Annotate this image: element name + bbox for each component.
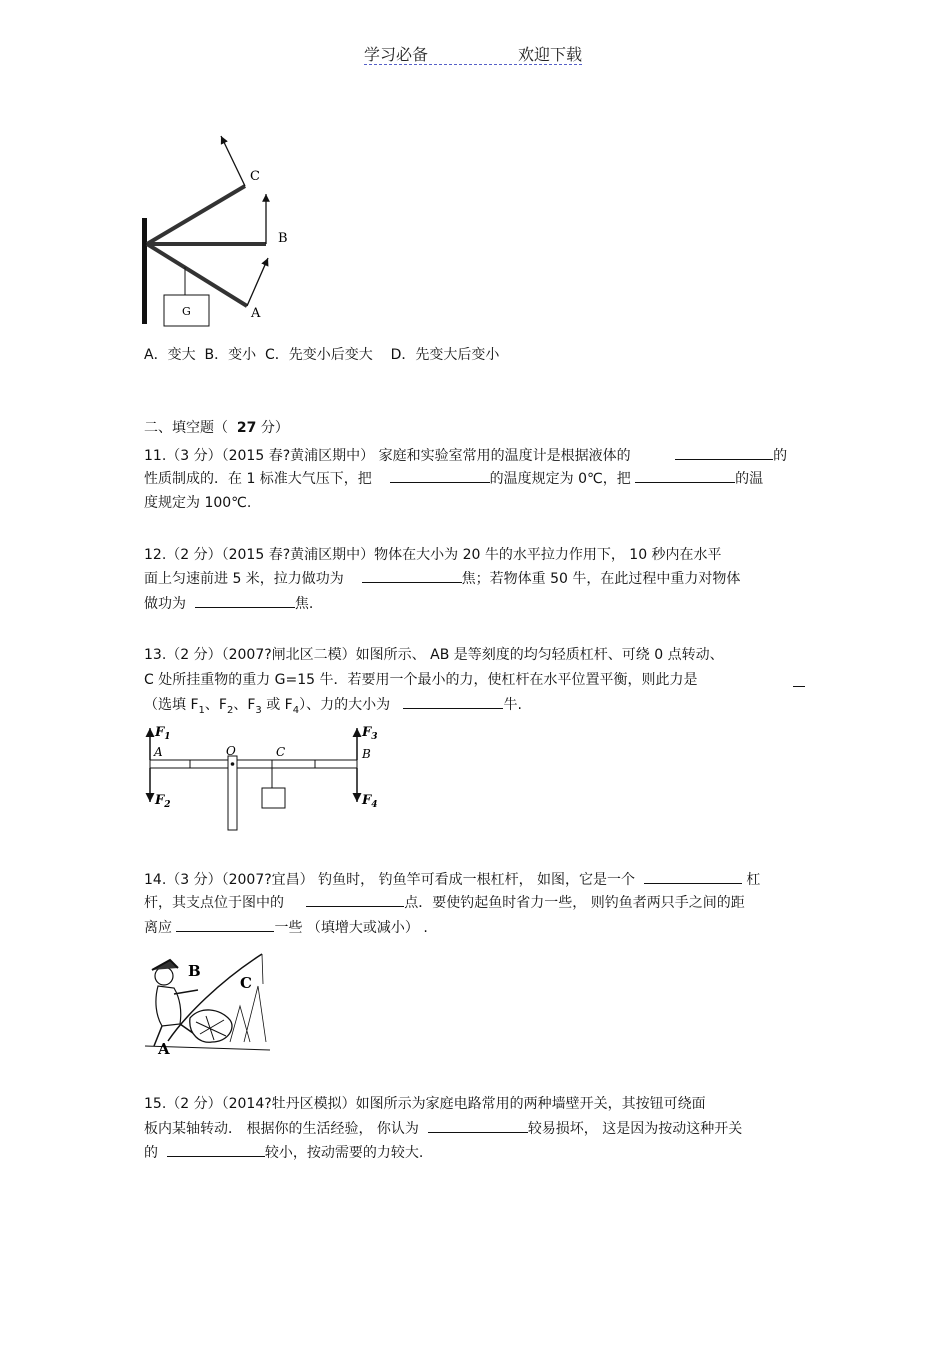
- q14-line2: [144, 892, 745, 913]
- q12-text-2a: 面上匀速前进 5 米，拉力做功为: [144, 571, 344, 587]
- q12-blank-2[interactable]: [195, 593, 295, 608]
- q13-sub-1: 1: [198, 704, 205, 716]
- basket: [190, 1010, 232, 1042]
- label-a: A: [251, 306, 261, 321]
- lever-bar: [150, 760, 357, 768]
- label-f3: $F_3$: [362, 725, 378, 742]
- label-c: C: [240, 974, 252, 992]
- q15-line1: 15.（2 分）（2014?牡丹区模拟）如图所示为家庭电路常用的两种墙壁开关，其按钮可绕面: [144, 1096, 706, 1112]
- q11-line2: [144, 468, 763, 489]
- q13-blank-2[interactable]: [403, 694, 503, 709]
- q11-line3: 度规定为 100℃.: [144, 495, 252, 511]
- lever-c: [147, 186, 245, 244]
- label-b: B: [278, 231, 288, 246]
- q14-blank-1[interactable]: [644, 869, 742, 884]
- q11-text-1b: 的: [773, 448, 788, 464]
- q14-line3: [144, 917, 428, 938]
- q13-line3: [144, 694, 522, 721]
- q13-sub-2: 2: [226, 704, 234, 716]
- q11-text-2c: 的温: [735, 471, 764, 487]
- q11-text-2a: 性质制成的．在 1 标准大气压下，把: [144, 471, 372, 487]
- q14-blank-3[interactable]: [176, 917, 274, 932]
- fishing-figure: [140, 946, 275, 1056]
- label-b: B: [188, 962, 201, 980]
- q13-text-c3: 或 F: [261, 697, 293, 713]
- lever-positions-figure: [135, 128, 305, 333]
- label-f4: $F_4$: [362, 793, 378, 810]
- option-b: B．变小: [204, 347, 257, 363]
- q11-line1: [144, 445, 787, 466]
- q11-blank-2[interactable]: [390, 468, 490, 483]
- section-title-prefix: 二、填空题（: [144, 420, 228, 436]
- q13-text-c2: 、F: [233, 697, 256, 713]
- label-f1: $F_1$: [155, 725, 171, 742]
- q11-blank-1[interactable]: [675, 445, 773, 460]
- q13-text-3a: （选填 F: [144, 697, 199, 713]
- fisher-arm: [174, 990, 198, 994]
- q14-text-3b: 一些 （填增大或减小） .: [274, 920, 428, 936]
- section-title-suffix: 分）: [260, 420, 289, 436]
- q14-text-1a: 14.（3 分）（2007?宜昌） 钓鱼时， 钓鱼竿可看成一根杠杆， 如图，它是一个: [144, 872, 636, 888]
- q14-text-2a: 杆，其支点位于图中的: [144, 895, 284, 911]
- q15-line3: [144, 1142, 423, 1163]
- q12-line3: [144, 593, 313, 614]
- q15-blank-2[interactable]: [167, 1142, 265, 1157]
- q14-text-2b: 点．要使钓起鱼时省力一些， 则钓鱼者两只手之间的距: [404, 895, 745, 911]
- page-header: [364, 42, 582, 65]
- label-a: A: [158, 1040, 170, 1056]
- q13-line2: [144, 670, 698, 690]
- q13-sub-4: 4: [292, 704, 300, 716]
- q14-blank-2[interactable]: [306, 892, 404, 907]
- q15-text-2a: 板内某轴转动． 根据你的生活经验， 你认为: [144, 1121, 419, 1137]
- option-c: C．先变小后变大: [265, 347, 373, 363]
- force-arrow-c: [221, 136, 245, 186]
- q12-text-3a: 做功为: [144, 596, 186, 612]
- q13-text-c1: 、F: [204, 697, 227, 713]
- label-c: C: [276, 745, 286, 759]
- q12-text-3b: 焦.: [294, 596, 314, 612]
- q14-text-3a: 离应: [144, 920, 172, 936]
- q15-line2: [144, 1118, 742, 1139]
- q12-line2: [144, 568, 740, 589]
- q13-blank-1[interactable]: [793, 672, 805, 687]
- pivot-support: [228, 756, 237, 830]
- q14-text-1b: 杠: [746, 872, 761, 888]
- label-o: O: [226, 744, 236, 758]
- wall: [142, 218, 147, 324]
- label-c: C: [250, 169, 260, 184]
- q12-line1: 12.（2 分）（2015 春?黄浦区期中）物体在大小为 20 牛的水平拉力作用下， 10 秒内在水平: [144, 547, 722, 563]
- header-left: 学习必备: [364, 45, 429, 64]
- q12-blank-1[interactable]: [362, 568, 462, 583]
- q14-line1: [144, 869, 760, 890]
- q13-line1: 13.（2 分）（2007?闸北区二模）如图所示、 AB 是等刻度的均匀轻质杠杆、可绕 0 点转动、: [144, 647, 724, 663]
- section-title: [144, 418, 289, 438]
- section-score: 27: [236, 420, 257, 436]
- q13-sub-3: 3: [255, 704, 262, 716]
- q10-options: [144, 345, 499, 365]
- q11-text-1a: 11.（3 分）（2015 春?黄浦区期中） 家庭和实验室常用的温度计是根据液体的: [144, 448, 631, 464]
- q13-text-3b: ）、力的大小为: [299, 697, 391, 713]
- label-f2: $F_2$: [155, 793, 171, 810]
- lever-forces-figure: [140, 722, 390, 834]
- option-d: D．先变大后变小: [390, 347, 500, 363]
- fisher-hat: [152, 960, 178, 970]
- q15-text-3a: 的: [144, 1145, 158, 1161]
- weight-box: [262, 788, 285, 808]
- pivot-point: [231, 762, 235, 766]
- q11-text-2b: 的温度规定为 0℃，把: [489, 471, 631, 487]
- q15-text-2b: 较易损坏， 这是因为按动这种开关: [527, 1121, 743, 1137]
- force-arrow-a: [247, 258, 268, 306]
- label-a: A: [154, 745, 163, 759]
- grass: [230, 986, 266, 1042]
- q15-blank-1[interactable]: [428, 1118, 528, 1133]
- label-g: G: [182, 305, 191, 318]
- option-a: A．变大: [144, 347, 196, 363]
- fisher-head: [155, 967, 173, 985]
- q13-text-2: C 处所挂重物的重力 G=15 牛．若要用一个最小的力，使杠杆在水平位置平衡，则此力是: [144, 672, 698, 688]
- header-right: 欢迎下载: [517, 45, 582, 64]
- fisher-body: [156, 986, 181, 1026]
- q13-text-3c: 牛.: [503, 697, 522, 713]
- q11-blank-3[interactable]: [635, 468, 735, 483]
- q15-text-3b: 较小，按动需要的力较大.: [264, 1145, 424, 1161]
- fishing-line: [262, 954, 263, 984]
- label-b: B: [362, 747, 371, 761]
- q12-text-2b: 焦；若物体重 50 牛，在此过程中重力对物体: [461, 571, 741, 587]
